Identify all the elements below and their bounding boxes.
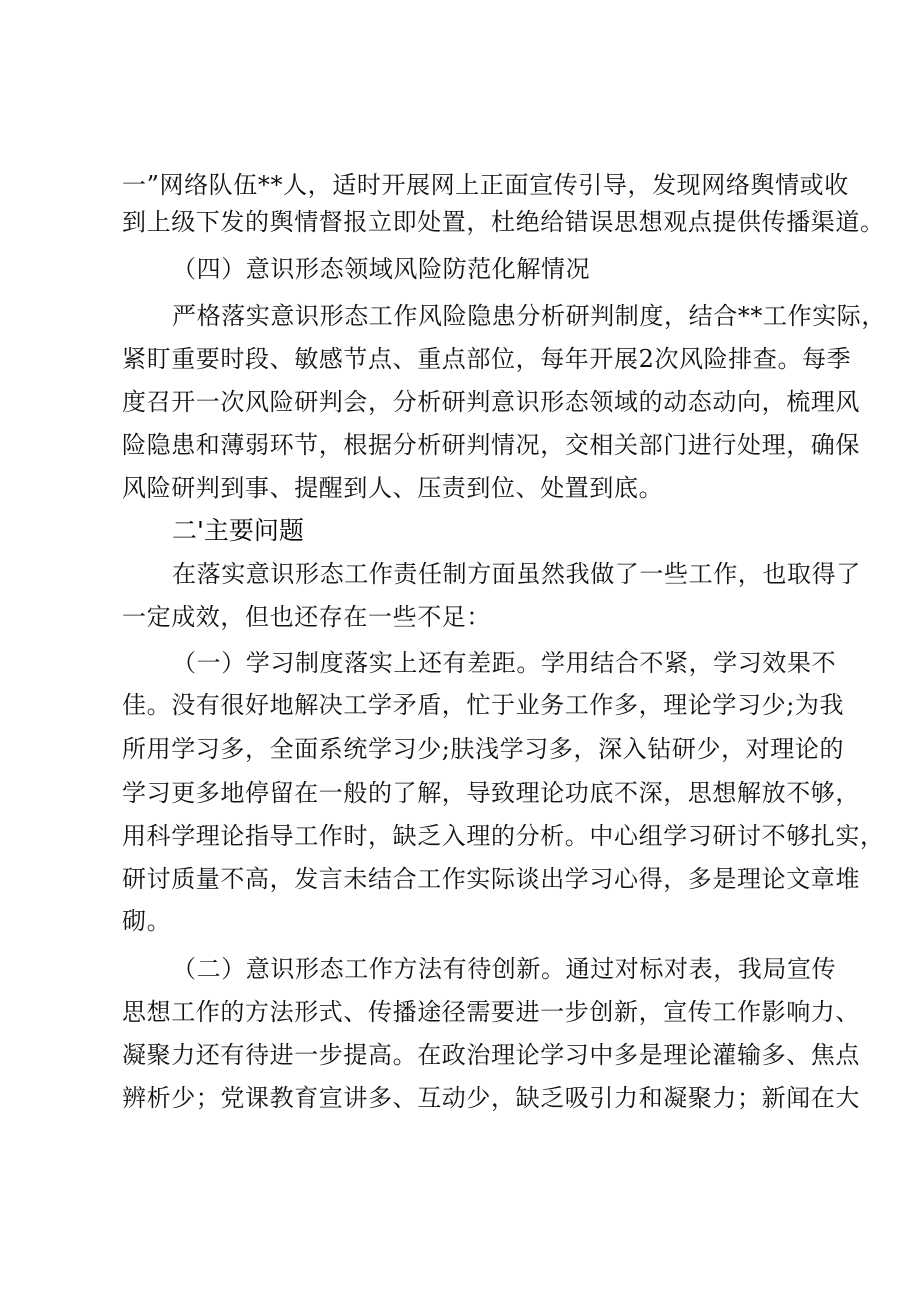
paragraph-line: 佳。没有很好地解决工学矛盾，忙于业务工作多，理论学习少;为我 [122, 691, 845, 719]
paragraph-line: 辨析少；党课教育宣讲多、互动少，缺乏吸引力和凝聚力；新闻在大 [122, 1084, 860, 1112]
paragraph-line: 研讨质量不高，发言未结合工作实际谈出学习心得，多是理论文章堆 [122, 865, 860, 893]
paragraph-line: 严格落实意识形态工作风险隐患分析研判制度，结合**工作实际， [172, 302, 886, 330]
paragraph-line: 度召开一次风险研判会，分析研判意识形态领域的动态动向，梳理风 [122, 388, 860, 416]
paragraph-line: 凝聚力还有待进一步提高。在政治理论学习中多是理论灌输多、焦点 [122, 1041, 860, 1069]
paragraph-line: 砌。 [122, 907, 172, 935]
paragraph-line: 险隐患和薄弱环节，根据分析研判情况，交相关部门进行处理，确保 [122, 431, 860, 459]
section-heading: 二'主要问题 [172, 516, 304, 545]
paragraph-line: 在落实意识形态工作责任制方面虽然我做了一些工作，也取得了 [172, 560, 861, 588]
paragraph-line: 一定成效，但也还存在一些不足： [122, 603, 491, 631]
paragraph-line: 到上级下发的舆情督报立即处置，杜绝给错误思想观点提供传播渠道。 [122, 208, 885, 236]
paragraph-line: 用科学理论指导工作时，缺乏入理的分析。中心组学习研讨不够扎实， [122, 822, 885, 850]
paragraph-line: 思想工作的方法形式、传播途径需要进一步创新，宣传工作影响力、 [122, 998, 860, 1026]
subsection-line: （一）学习制度落实上还有差距。学用结合不紧，学习效果不 [172, 649, 837, 677]
paragraph-line: 紧盯重要时段、敏感节点、重点部位，每年开展2次风险排查。每季 [122, 345, 852, 373]
subsection-heading: （四）意识形态领域风险防范化解情况 [172, 255, 591, 283]
paragraph-line: 学习更多地停留在一般的了解，导致理论功底不深，思想解放不够， [122, 779, 860, 807]
paragraph-line: 所用学习多，全面系统学习少;肤浅学习多，深入钻研少，对理论的 [122, 735, 845, 763]
subsection-line: （二）意识形态工作方法有待创新。通过对标对表，我局宣传 [172, 955, 837, 983]
paragraph-line: 风险研判到事、提醒到人、压责到位、处置到底。 [122, 474, 664, 502]
paragraph-line: 一”网络队伍**人，适时开展网上正面宣传引导，发现网络舆情或收 [122, 171, 849, 199]
